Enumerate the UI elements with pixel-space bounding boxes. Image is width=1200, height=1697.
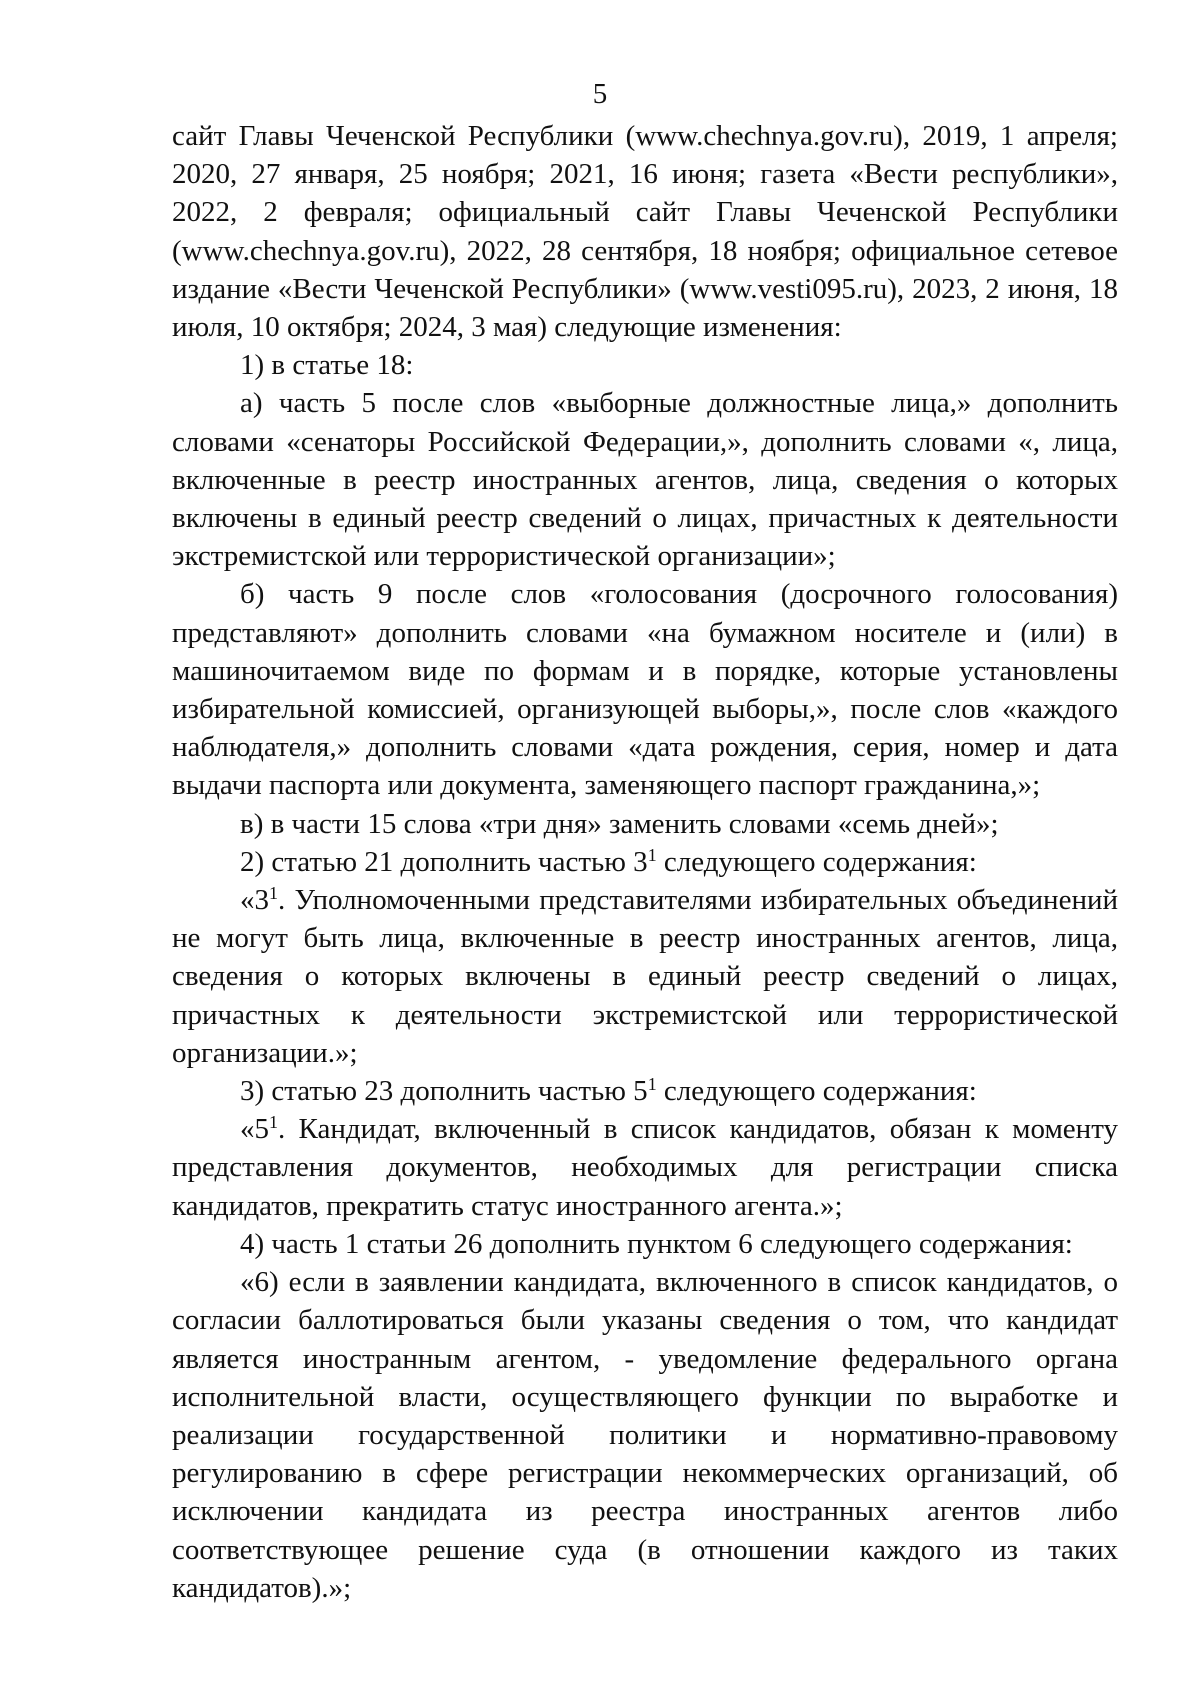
paragraph-text: 4) часть 1 статьи 26 дополнить пунктом 6 следующего содержания:: [240, 1227, 1073, 1260]
paragraph-text: 1) в статье 18:: [240, 349, 414, 382]
paragraph-text: «6) если в заявлении кандидата, включенного в список кандидатов, о согласии баллотироваться были указаны сведения о том, что кандидат является иностранным агентом, - уведомление федерального органа исполнительной власти, осуществляющего функции по выработке и реализации государственной политики и нормативно-правовому регулированию в сфере регистрации некоммерческих организаций, об исключении кандидата из реестра иностранных агентов либо соответствующее решение суда (в отношении каждого из таких кандидатов).»;: [172, 1266, 1118, 1604]
document-body: [172, 117, 1118, 1607]
superscript: 1: [269, 883, 278, 904]
paragraph-text: следующего содержания:: [656, 1075, 977, 1108]
paragraph-text: сайт Главы Чеченской Республики (www.chechnya.gov.ru), 2019, 1 апреля; 2020, 27 января, 25 ноября; 2021, 16 июня; газета «Вести республики», 2022, 2 февраля; официальный сайт Главы Чеченской Республики (www.chechnya.gov.ru), 2022, 28 сентября, 18 ноября; официальное сетевое издание «Вести Чеченской Республики» (www.vesti095.ru), 2023, 2 июня, 18 июля, 10 октября; 2024, 3 мая) следующие изменения:: [172, 120, 1118, 344]
paragraph-p7: [172, 1072, 1118, 1110]
paragraph-p8: [172, 1110, 1118, 1225]
paragraph-text: а) часть 5 после слов «выборные должностные лица,» дополнить словами «сенаторы Российской Федерации,», дополнить словами «, лица, включенные в реестр иностранных агентов, лица, сведения о которых включены в единый реестр сведений о лицах, причастных к деятельности экстремистской или террористической организации»;: [172, 387, 1118, 573]
paragraph-p10: [172, 1263, 1118, 1607]
superscript: 1: [269, 1112, 278, 1133]
paragraph-text: «5: [240, 1113, 269, 1146]
paragraph-p9: [172, 1225, 1118, 1263]
paragraph-text: «3: [240, 884, 269, 917]
paragraph-p0: [172, 117, 1118, 346]
paragraph-p1: [172, 346, 1118, 384]
paragraph-p3: [172, 575, 1118, 804]
paragraph-p4: [172, 805, 1118, 843]
paragraph-text: следующего содержания:: [656, 845, 977, 878]
superscript: 1: [647, 844, 657, 865]
paragraph-text: . Кандидат, включенный в список кандидатов, обязан к моменту представления документов, необходимых для регистрации списка кандидатов, прекратить статус иностранного агента.»;: [172, 1113, 1118, 1222]
paragraph-text: б) часть 9 после слов «голосования (досрочного голосования) представляют» дополнить словами «на бумажном носителе и (или) в машиночитаемом виде по формам и в порядке, которые установлены избирательной комиссией, организующей выборы,», после слов «каждого наблюдателя,» дополнить словами «дата рождения, серия, номер и дата выдачи паспорта или документа, заменяющего паспорт гражданина,»;: [172, 578, 1118, 802]
paragraph-p2: [172, 384, 1118, 575]
paragraph-text: в) в части 15 слова «три дня» заменить словами «семь дней»;: [240, 807, 999, 840]
paragraph-p5: [172, 843, 1118, 881]
page-number: 5: [592, 78, 608, 110]
superscript: 1: [647, 1074, 657, 1095]
paragraph-p6: [172, 881, 1118, 1072]
paragraph-text: . Уполномоченными представителями избирательных объединений не могут быть лица, включенные в реестр иностранных агентов, лица, сведения о которых включены в единый реестр сведений о лицах, причастных к деятельности экстремистской или террористической организации.»;: [172, 884, 1118, 1069]
paragraph-text: 2) статью 21 дополнить частью 3: [240, 845, 648, 878]
paragraph-text: 3) статью 23 дополнить частью 5: [240, 1075, 648, 1108]
